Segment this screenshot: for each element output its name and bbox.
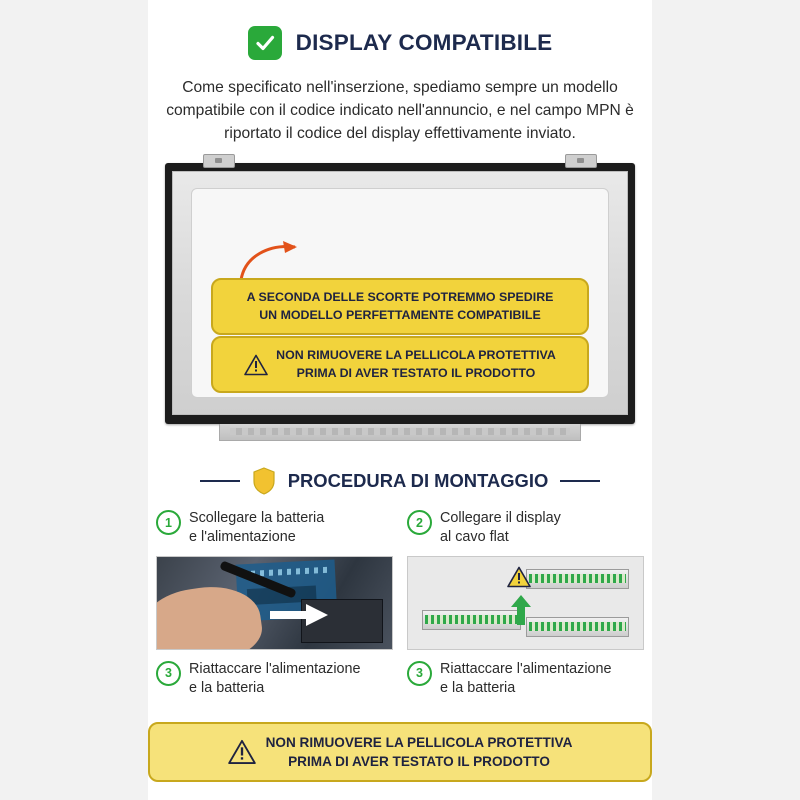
step-2-head	[407, 509, 644, 547]
warning-triangle-icon	[507, 566, 531, 588]
step-3-left-line-2: e la batteria	[189, 679, 265, 696]
mount-tab-right-icon	[565, 154, 597, 168]
left-margin-rail	[0, 0, 148, 800]
shield-icon	[252, 467, 276, 495]
procedure-title: PROCEDURA DI MONTAGGIO	[287, 470, 549, 492]
display-illustration	[165, 163, 635, 441]
compatibility-notice-line-1: A SECONDA DELLE SCORTE POTREMMO SPEDIRE	[246, 290, 554, 305]
curved-arrow-icon	[235, 238, 305, 282]
step-1	[156, 509, 393, 649]
laptop-internals-photo	[156, 556, 393, 650]
check-badge-icon	[248, 26, 282, 60]
mount-tab-left-icon	[203, 154, 235, 168]
divider-left	[200, 480, 240, 482]
step-2-text	[440, 509, 561, 547]
footer-warning-line-1: NON RIMUOVERE LA PELLICOLA PROTETTIVA	[265, 734, 573, 750]
flat-cable-connector-photo	[407, 556, 644, 650]
step-1-text	[189, 509, 324, 547]
film-warning-box	[211, 336, 589, 393]
lcd-panel	[165, 163, 635, 424]
step-3-right-line-2: e la batteria	[440, 679, 516, 696]
divider-right	[560, 480, 600, 482]
connector-top-right	[526, 569, 629, 589]
step-3-right-line-1: Riattaccare l'alimentazione	[440, 660, 612, 677]
compatibility-notice-line-2: UN MODELLO PERFETTAMENTE COMPATIBILE	[259, 307, 541, 322]
step-3-left-line-1: Riattaccare l'alimentazione	[189, 660, 361, 677]
step-3-right	[407, 660, 644, 698]
step-3-left-head	[156, 660, 393, 698]
connector-ribbon-icon	[230, 428, 570, 435]
lcd-screen-surface	[172, 171, 628, 415]
page-title: DISPLAY COMPATIBILE	[295, 30, 553, 55]
procedure-steps-bottom	[156, 660, 644, 698]
right-margin-rail	[652, 0, 800, 800]
procedure-steps-top	[156, 509, 644, 649]
film-warning-line-1: NON RIMUOVERE LA PELLICOLA PROTETTIVA	[276, 348, 556, 363]
content-column	[148, 0, 652, 800]
warning-triangle-icon	[244, 354, 268, 376]
green-up-arrow-icon	[511, 595, 531, 625]
footer-warning-text	[266, 733, 573, 771]
header	[148, 0, 652, 60]
step-3-left-number: 3	[156, 661, 181, 686]
warning-triangle-icon	[228, 739, 256, 765]
step-1-line-2: e l'alimentazione	[189, 529, 296, 546]
white-arrow-icon	[270, 604, 328, 626]
step-3-right-text	[440, 660, 612, 698]
connector-bottom-right	[526, 617, 629, 637]
intro-paragraph: Come specificato nell'inserzione, spediamo sempre un modello compatibile con il codice indicato nell'annuncio, e nel campo MPN è riportato il codice del display effettivamente inviato.	[166, 79, 634, 143]
connector-bottom-left	[422, 610, 521, 630]
step-3-right-head	[407, 660, 644, 698]
step-1-number: 1	[156, 510, 181, 535]
step-1-line-1: Scollegare la batteria	[189, 510, 325, 527]
lcd-panel-connector-strip	[219, 424, 581, 441]
compatibility-notice-box	[211, 278, 589, 335]
step-3-right-number: 3	[407, 661, 432, 686]
step-1-head	[156, 509, 393, 547]
step-2	[407, 509, 644, 649]
procedure-header	[148, 467, 652, 495]
step-2-line-1: Collegare il display	[440, 510, 561, 527]
step-3-left-text	[189, 660, 361, 698]
film-warning-line-2: PRIMA DI AVER TESTATO IL PRODOTTO	[296, 365, 536, 380]
step-2-line-2: al cavo flat	[440, 529, 509, 546]
footer-warning-line-2: PRIMA DI AVER TESTATO IL PRODOTTO	[288, 753, 550, 769]
step-2-number: 2	[407, 510, 432, 535]
step-3-left	[156, 660, 393, 698]
footer-warning-banner	[148, 722, 652, 782]
